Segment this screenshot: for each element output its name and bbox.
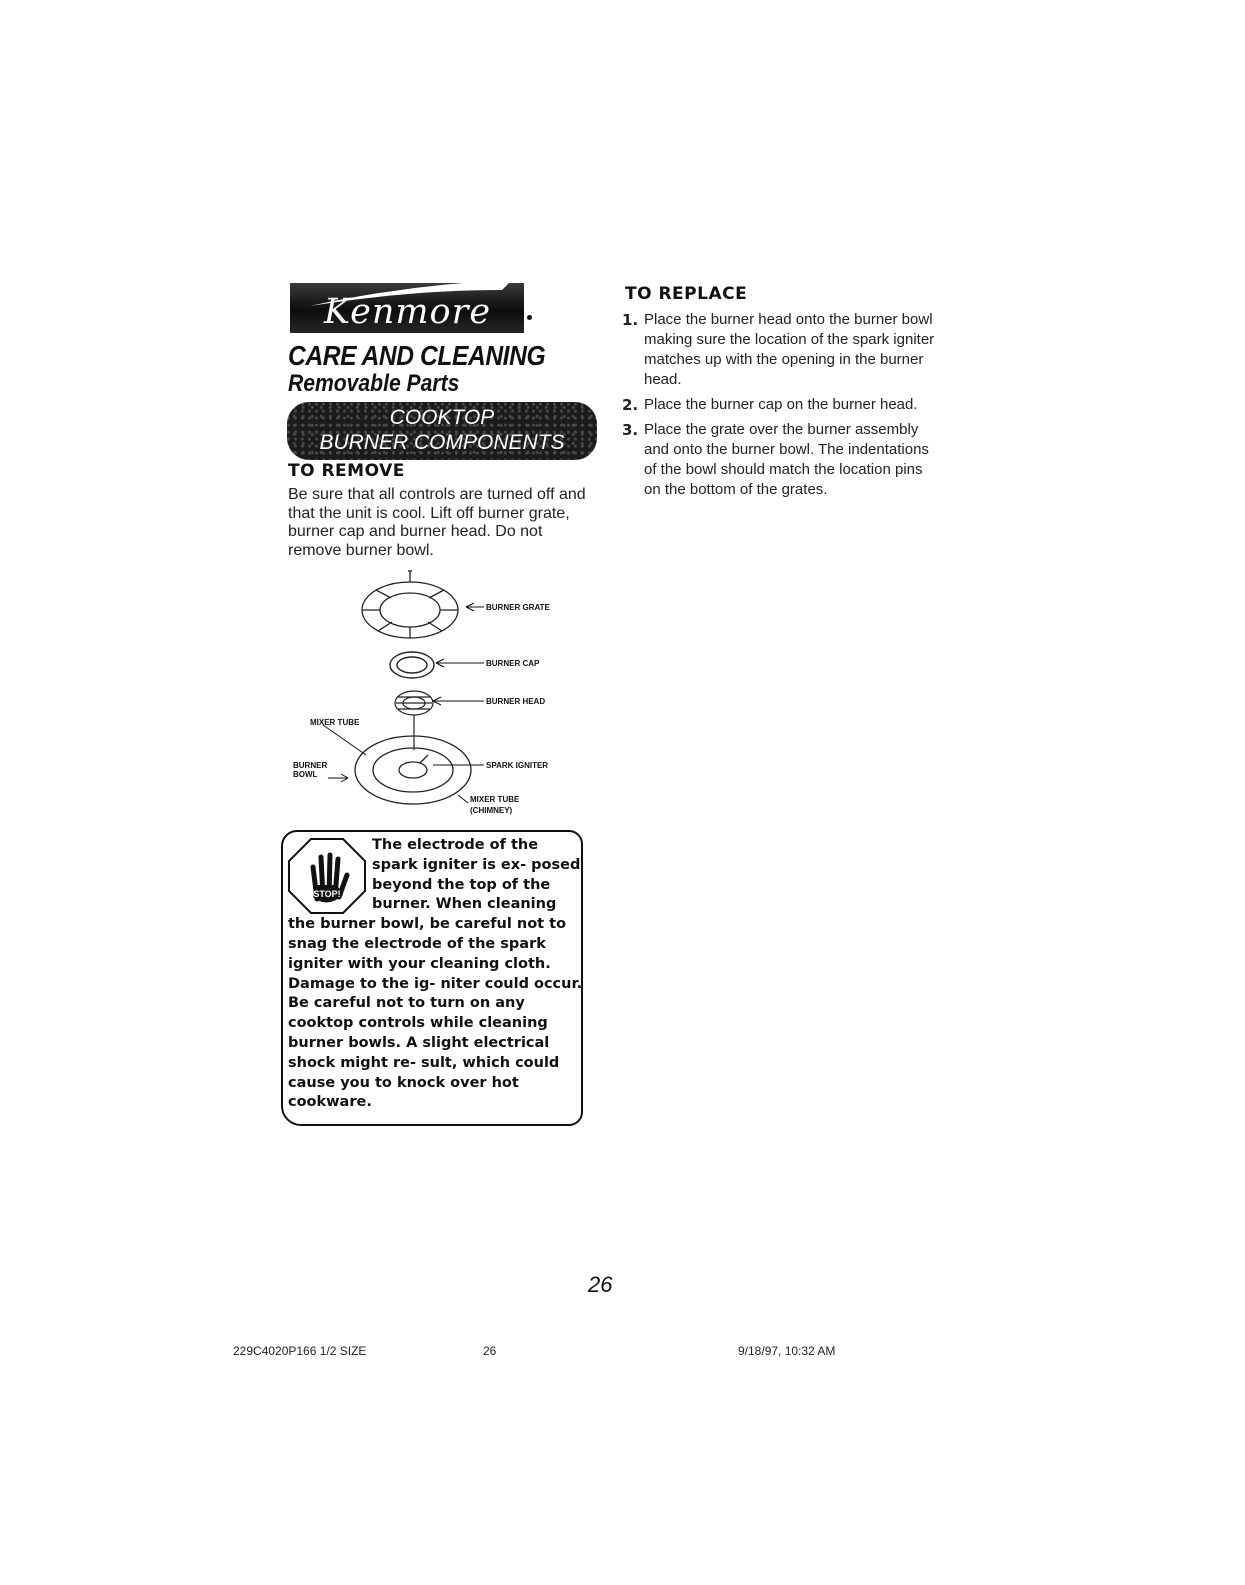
burner-bowl-drawing [355, 736, 471, 804]
remove-instructions: Be sure that all controls are turned off and that the unit is cool. Lift off burner grate, burner cap and burner head. Do not remove burner bowl. [288, 486, 586, 559]
replace-step [622, 420, 942, 500]
label-burner-grate: BURNER GRATE [486, 603, 550, 612]
banner-line-2: BURNER COMPONENTS [319, 431, 565, 454]
stop-icon-text: STOP! [313, 889, 341, 899]
label-mixer-tube: MIXER TUBE [310, 718, 360, 727]
burner-grate-drawing [362, 571, 458, 638]
label-burner-cap: BURNER CAP [486, 659, 540, 668]
step-text: Place the burner head onto the burner bowl making sure the location of the spark igniter matches up with the opening in the burner head. [644, 311, 935, 388]
replace-steps [622, 310, 942, 505]
label-spark-igniter: SPARK IGNITER [486, 761, 549, 770]
section-title: CARE AND CLEANING [288, 340, 546, 371]
remove-heading: TO REMOVE [288, 461, 405, 481]
label-burner-head: BURNER HEAD [486, 697, 546, 706]
replace-step [622, 310, 942, 390]
logo-dot [527, 315, 532, 320]
footer-page: 26 [483, 1344, 497, 1358]
step-text: Place the grate over the burner assembly and onto the burner bowl. The indentations of the bowl should match the location pins on the bottom of the grates. [644, 421, 929, 498]
banner-line-1: COOKTOP [389, 406, 495, 429]
label-mixer-tube-chimney-1: MIXER TUBE [470, 795, 520, 804]
footer-timestamp: 9/18/97, 10:32 AM [738, 1344, 836, 1358]
step-number: 3. [622, 421, 639, 439]
burner-head-drawing [395, 691, 433, 750]
replace-heading: TO REPLACE [625, 284, 748, 304]
label-burner-bowl-2: BOWL [293, 770, 318, 779]
brand-logo-text: Kenmore [323, 292, 492, 332]
label-mixer-tube-chimney-2: (CHIMNEY) [470, 806, 513, 815]
burner-cap-drawing [390, 652, 434, 678]
warning-text: The electrode of the spark igniter is ex- posed beyond the top of the burner. When cleaning the burner bowl, be careful not to snag the electrode of the spark igniter with your cleaning cloth. Damage to the ig- niter could occur. Be careful not to turn on any cooktop controls while cleaning burner bowls. A slight electrical shock might re- sult, which could cause you to knock over hot cookware. [288, 837, 583, 1111]
section-subtitle: Removable Parts [288, 370, 460, 397]
step-number: 1. [622, 311, 639, 329]
page-number: 26 [588, 1272, 613, 1297]
label-burner-bowl-1: BURNER [293, 761, 328, 770]
replace-step [622, 395, 942, 415]
footer-doc-id: 229C4020P166 1/2 SIZE [233, 1344, 367, 1358]
step-number: 2. [622, 396, 639, 414]
warning-text-block [288, 836, 584, 1113]
step-text: Place the burner cap on the burner head. [644, 396, 918, 413]
burner-components-diagram [288, 565, 588, 830]
